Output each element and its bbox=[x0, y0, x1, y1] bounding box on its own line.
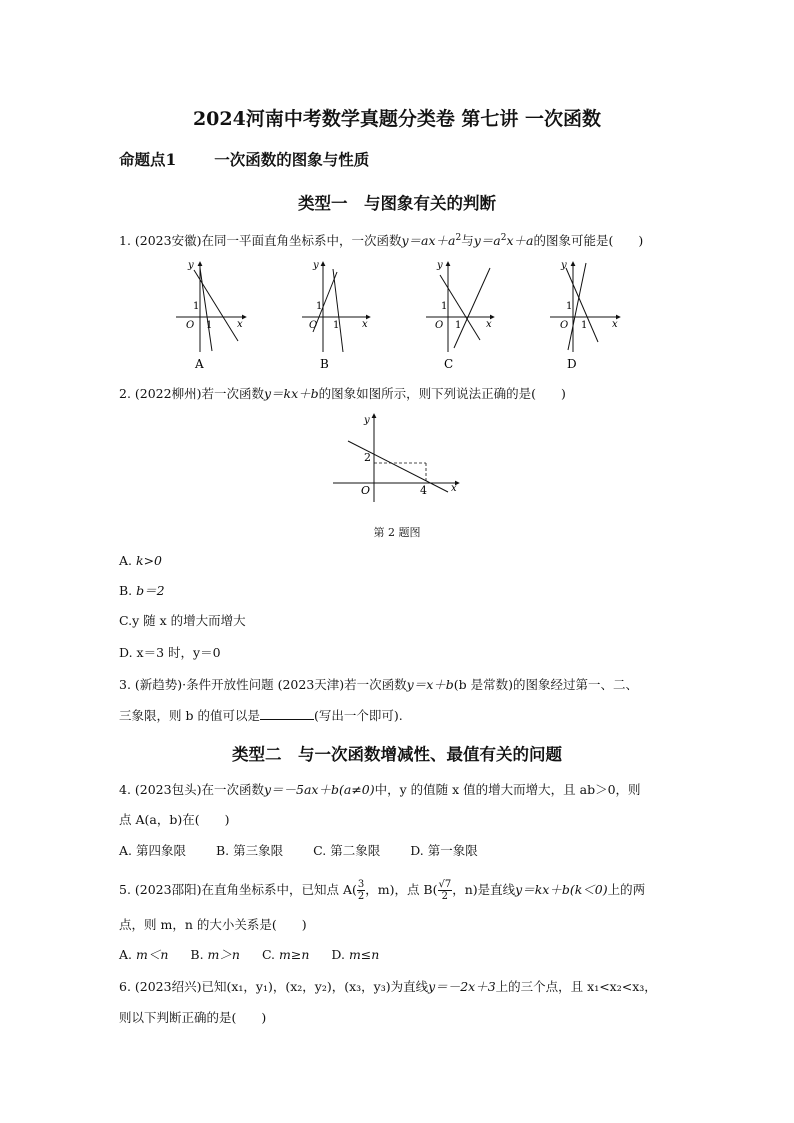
q2-option-d: D. x＝3 时，y＝0 bbox=[119, 645, 221, 660]
question-4-line1: 4. (2023包头)在一次函数y＝－5ax＋b(a≠0)中，y 的值随 x 值的增大而增大，且 ab＞0，则 bbox=[119, 782, 641, 797]
question-3-line1: 3. (新趋势)·条件开放性问题 (2023天津)若一次函数y＝x＋b(b 是常数)的图象经过第一、二、 bbox=[119, 677, 639, 692]
question-1: 1. (2023安徽)在同一平面直角坐标系中，一次函数$y=ax+a^2$与$y=a^2x+a$的图象可能是( ) bbox=[119, 233, 644, 249]
graph-b bbox=[302, 260, 370, 371]
svg-text:y: y bbox=[561, 260, 567, 271]
svg-text:1: 1 bbox=[206, 320, 213, 331]
svg-text:y: y bbox=[188, 260, 194, 271]
fraction-a: $\frac{3}{2}$ bbox=[357, 879, 365, 902]
svg-text:O: O bbox=[361, 484, 371, 497]
svg-text:1: 1 bbox=[581, 320, 588, 331]
q2-graph bbox=[0, 408, 794, 504]
q4-options: A. 第四象限 B. 第三象限 C. 第二象限 D. 第一象限 bbox=[119, 843, 478, 858]
svg-text:1: 1 bbox=[566, 301, 573, 312]
svg-text:y: y bbox=[313, 260, 319, 271]
page-title: 2024河南中考数学真题分类卷 第七讲 一次函数 bbox=[192, 108, 602, 130]
q2-option-c: C.y 随 x 的增大而增大 bbox=[119, 613, 246, 628]
fraction-b: $\frac{√7}{2}$ bbox=[438, 879, 452, 902]
question-6-line1: 6. (2023绍兴)已知(x₁，y₁)，(x₂，y₂)，(x₃，y₃)为直线y＝－2x＋3上的三个点，且 x₁<x₂<x₃， bbox=[119, 979, 657, 994]
option-b-label: B bbox=[320, 357, 329, 371]
section-heading bbox=[119, 148, 369, 170]
option-a-label: A bbox=[195, 357, 204, 371]
svg-text:1: 1 bbox=[441, 301, 448, 312]
question-3-line2: 三象限，则 b 的值可以是 (写出一个即可). bbox=[119, 708, 403, 723]
svg-text:1: 1 bbox=[193, 301, 200, 312]
svg-text:O: O bbox=[309, 320, 318, 331]
q1-graphs bbox=[0, 252, 794, 377]
type1-heading: 类型一 与图象有关的判断 bbox=[298, 194, 496, 213]
svg-text:x: x bbox=[362, 319, 368, 330]
question-6-line2: 则以下判断正确的是( ) bbox=[119, 1010, 267, 1025]
svg-text:y: y bbox=[437, 260, 443, 271]
svg-text:O: O bbox=[560, 320, 569, 331]
graph-c bbox=[426, 260, 494, 371]
answer-blank[interactable] bbox=[260, 707, 314, 720]
svg-text:O: O bbox=[186, 320, 195, 331]
svg-text:x: x bbox=[486, 319, 492, 330]
svg-text:4: 4 bbox=[420, 484, 427, 497]
section-label: 命题点1 bbox=[119, 150, 177, 169]
q2-option-a: A. k>0 bbox=[119, 553, 163, 568]
question-4-line2: 点 A(a，b)在( ) bbox=[119, 812, 230, 827]
type2-heading: 类型二 与一次函数增减性、最值有关的问题 bbox=[232, 745, 562, 764]
q2-caption: 第 2 题图 bbox=[373, 526, 421, 539]
q2-option-b: B. b＝2 bbox=[119, 583, 165, 598]
svg-text:1: 1 bbox=[316, 301, 323, 312]
svg-text:x: x bbox=[612, 319, 618, 330]
q5-options: A. m＜n B. m＞n C. m≥n D. m≤n bbox=[119, 947, 380, 962]
svg-text:1: 1 bbox=[333, 320, 340, 331]
svg-text:x: x bbox=[451, 483, 457, 494]
svg-text:x: x bbox=[237, 319, 243, 330]
option-c-label: C bbox=[444, 357, 454, 371]
graph-a bbox=[176, 260, 246, 371]
svg-text:1: 1 bbox=[455, 320, 462, 331]
section-name: 一次函数的图象与性质 bbox=[214, 150, 370, 169]
question-5-line1: 5. (2023邵阳)在直角坐标系中，已知点 A( $\frac{3}{2}$ ，m)，点 B( $\frac{√7}{2}$ ，n)是直线y＝kx＋b(k＜0)上的两 bbox=[119, 879, 646, 902]
question-5-line2: 点，则 m，n 的大小关系是( ) bbox=[119, 917, 307, 932]
question-2: 2. (2022柳州)若一次函数y＝kx＋b的图象如图所示，则下列说法正确的是( ) bbox=[119, 386, 566, 401]
svg-text:y: y bbox=[364, 415, 370, 426]
svg-text:2: 2 bbox=[364, 451, 371, 464]
svg-text:O: O bbox=[435, 320, 444, 331]
graph-d bbox=[550, 260, 620, 371]
option-d-label: D bbox=[567, 357, 577, 371]
